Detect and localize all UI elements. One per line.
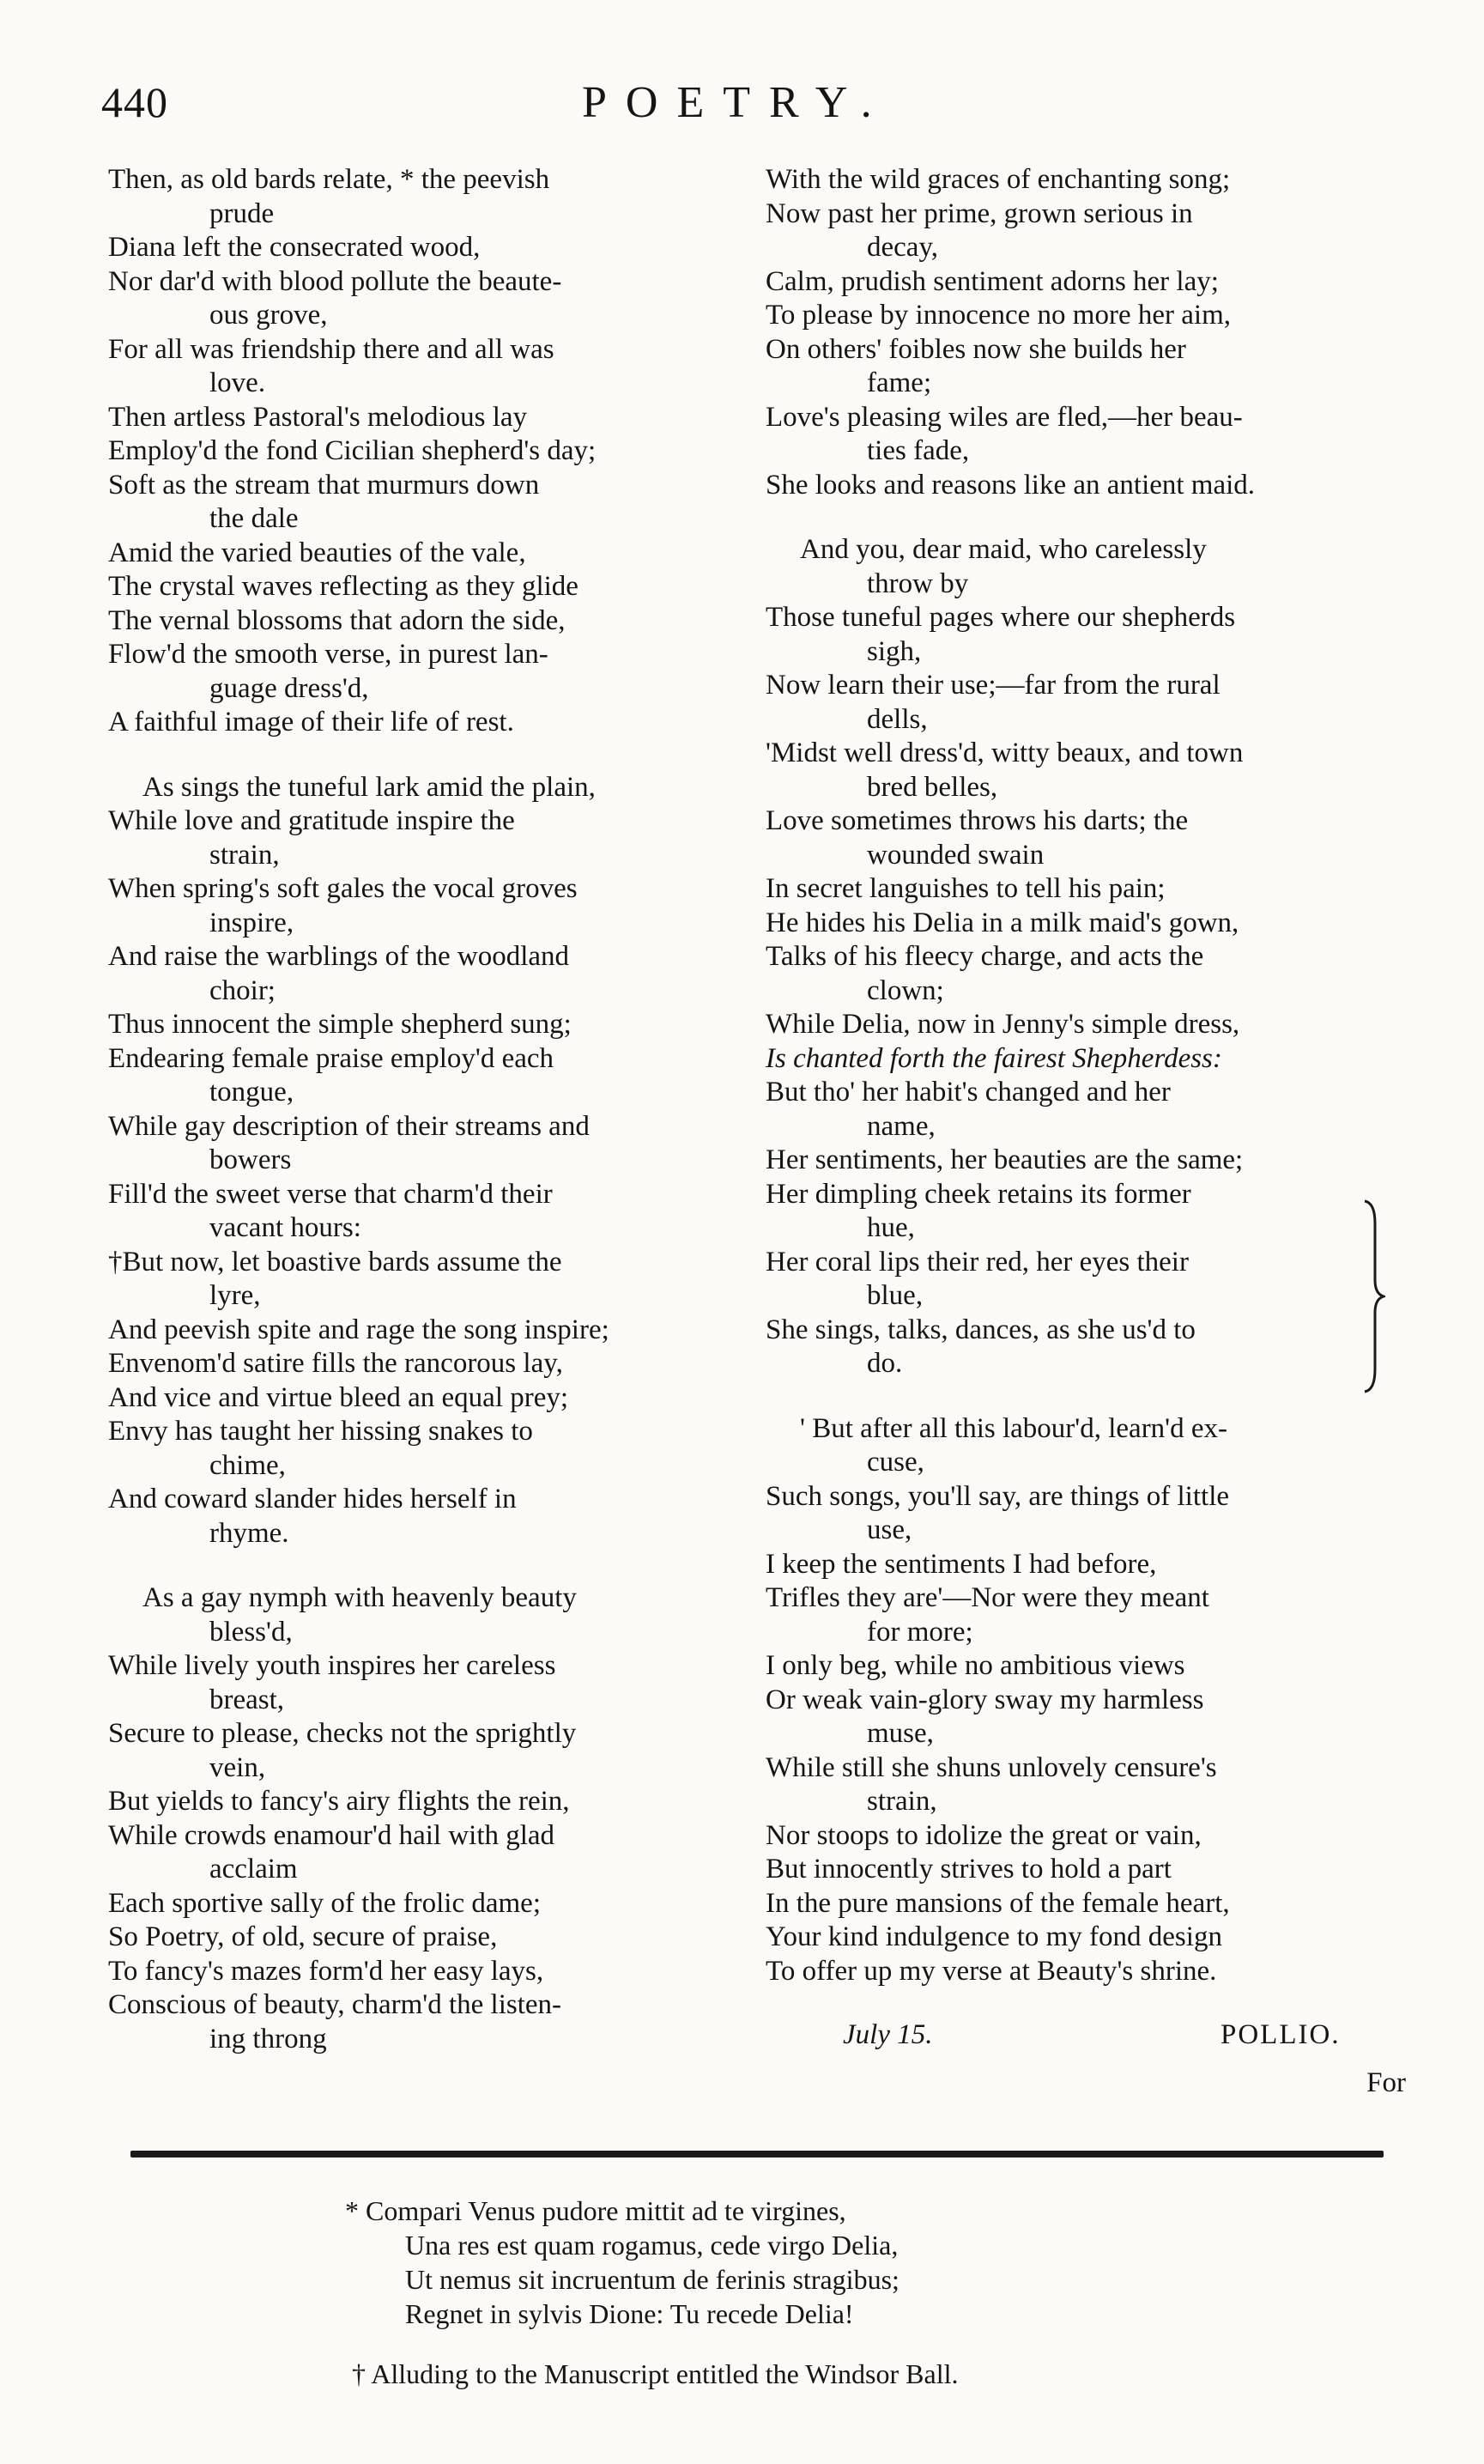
verse-line: love. bbox=[209, 367, 266, 398]
verse-line: muse, bbox=[867, 1718, 934, 1749]
footnote-latin-line: Ut nemus sit incruentum de ferinis stragibus; bbox=[405, 2264, 899, 2295]
verse-line: rhyme. bbox=[209, 1517, 289, 1549]
verse-line: But tho' her habit's changed and her bbox=[766, 1077, 1171, 1108]
verse-line: But yields to fancy's airy flights the rein, bbox=[108, 1786, 570, 1817]
verse-line: The crystal waves reflecting as they glide bbox=[108, 571, 578, 602]
verse-line: acclaim bbox=[209, 1854, 298, 1884]
verse-line: On others' foibles now she builds her bbox=[766, 333, 1186, 365]
verse-line: chime, bbox=[209, 1449, 286, 1481]
verse-line: Now past her prime, grown serious in bbox=[766, 197, 1193, 229]
verse-line: Her dimpling cheek retains its former bbox=[766, 1178, 1191, 1210]
verse-line: Calm, prudish sentiment adorns her lay; bbox=[766, 265, 1219, 297]
verse-line: blue, bbox=[867, 1280, 924, 1311]
verse-line: bowers bbox=[209, 1144, 292, 1175]
right-column-poem bbox=[766, 163, 1418, 1988]
verse-line: breast, bbox=[209, 1684, 285, 1715]
verse-line: Is chanted forth the fairest Shepherdess: bbox=[766, 1042, 1222, 1074]
verse-line: When spring's soft gales the vocal groves bbox=[108, 873, 578, 904]
verse-line: throw by bbox=[867, 567, 969, 599]
verse-line: I only beg, while no ambitious views bbox=[766, 1650, 1185, 1681]
signature-date: July 15. bbox=[843, 2019, 933, 2050]
verse-line: In secret languishes to tell his pain; bbox=[766, 873, 1166, 904]
verse-line: name, bbox=[867, 1110, 936, 1142]
verse-line: lyre, bbox=[209, 1280, 261, 1311]
verse-line: And peevish spite and rage the song inspire; bbox=[108, 1314, 609, 1345]
verse-line: While gay description of their streams and bbox=[108, 1110, 590, 1142]
verse-line: Endearing female praise employ'd each bbox=[108, 1042, 554, 1074]
verse-line: Diana left the consecrated wood, bbox=[108, 232, 481, 263]
verse-line: He hides his Delia in a milk maid's gown, bbox=[766, 907, 1239, 938]
verse-line: A faithful image of their life of rest. bbox=[108, 707, 514, 737]
verse-line: wounded swain bbox=[867, 839, 1045, 871]
verse-line: bred belles, bbox=[867, 771, 998, 803]
verse-line: Love sometimes throws his darts; the bbox=[766, 805, 1189, 836]
footnote-latin-line: Regnet in sylvis Dione: Tu recede Delia! bbox=[405, 2298, 854, 2329]
verse-line: The vernal blossoms that adorn the side, bbox=[108, 604, 566, 636]
verse-line: She sings, talks, dances, as she us'd to bbox=[766, 1314, 1196, 1345]
footnotes bbox=[345, 2194, 1390, 2391]
verse-line: ' But after all this labour'd, learn'd ex- bbox=[800, 1412, 1228, 1444]
verse-line: use, bbox=[867, 1514, 912, 1545]
verse-line: vacant hours: bbox=[209, 1212, 361, 1243]
verse-line: As a gay nymph with heavenly beauty bbox=[142, 1582, 577, 1613]
verse-line: cuse, bbox=[867, 1447, 924, 1478]
verse-line: Her sentiments, her beauties are the same; bbox=[766, 1144, 1244, 1175]
verse-line: Flow'd the smooth verse, in purest lan- bbox=[108, 639, 548, 670]
verse-line: bless'd, bbox=[209, 1616, 293, 1648]
verse-line: Trifles they are'—Nor were they meant bbox=[766, 1582, 1209, 1613]
verse-line: ous grove, bbox=[209, 300, 328, 331]
verse-line: guage dress'd, bbox=[209, 672, 369, 704]
verse-line: So Poetry, of old, secure of praise, bbox=[108, 1921, 498, 1952]
verse-line: fame; bbox=[867, 367, 932, 398]
verse-line: To fancy's mazes form'd her easy lays, bbox=[108, 1955, 544, 1987]
verse-line: Employ'd the fond Cicilian shepherd's day; bbox=[108, 435, 597, 466]
verse-line: While Delia, now in Jenny's simple dress, bbox=[766, 1009, 1240, 1040]
stanza bbox=[108, 1581, 760, 2056]
verse-line: Each sportive sally of the frolic dame; bbox=[108, 1887, 541, 1919]
verse-line: Envy has taught her hissing snakes to bbox=[108, 1416, 533, 1447]
verse-line: the dale bbox=[209, 503, 299, 534]
verse-line: While lively youth inspires her careless bbox=[108, 1650, 556, 1681]
verse-line: In the pure mansions of the female heart, bbox=[766, 1887, 1230, 1919]
verse-line: 'Midst well dress'd, witty beaux, and town bbox=[766, 737, 1244, 768]
verse-line: hue, bbox=[867, 1212, 915, 1243]
stanza bbox=[766, 163, 1418, 502]
verse-line: inspire, bbox=[209, 907, 294, 938]
verse-line: To please by innocence no more her aim, bbox=[766, 300, 1231, 331]
right-column bbox=[766, 163, 1418, 2099]
verse-line: Thus innocent the simple shepherd sung; bbox=[108, 1009, 572, 1040]
verse-line: Those tuneful pages where our shepherds bbox=[766, 602, 1236, 633]
page-number: 440 bbox=[101, 78, 168, 126]
verse-line: ing throng bbox=[209, 2023, 327, 2054]
verse-line: do. bbox=[867, 1348, 903, 1379]
verse-line: But innocently strives to hold a part bbox=[766, 1854, 1172, 1884]
verse-line: Fill'd the sweet verse that charm'd their bbox=[108, 1178, 553, 1210]
footnote-latin-line: * Compari Venus pudore mittit ad te virgines, bbox=[345, 2195, 846, 2226]
footnote-rule bbox=[130, 2151, 1384, 2158]
left-column bbox=[108, 163, 760, 2087]
verse-line: dells, bbox=[867, 703, 928, 735]
verse-line: Conscious of beauty, charm'd the listen- bbox=[108, 1989, 562, 2020]
verse-line: And raise the warblings of the woodland bbox=[108, 941, 570, 972]
verse-line: Amid the varied beauties of the vale, bbox=[108, 537, 526, 568]
verse-line: And you, dear maid, who carelessly bbox=[800, 534, 1207, 565]
verse-line: Talks of his fleecy charge, and acts the bbox=[766, 941, 1204, 972]
verse-line: For all was friendship there and all was bbox=[108, 333, 554, 365]
verse-line: Or weak vain-glory sway my harmless bbox=[766, 1684, 1204, 1715]
verse-line: While crowds enamour'd hail with glad bbox=[108, 1819, 555, 1851]
verse-line: sigh, bbox=[867, 635, 922, 667]
verse-line: tongue, bbox=[209, 1077, 294, 1108]
verse-line: Nor dar'd with blood pollute the beaute- bbox=[108, 265, 562, 297]
verse-line: While still she shuns unlovely censure's bbox=[766, 1751, 1217, 1783]
verse-line: Her coral lips their red, her eyes their bbox=[766, 1246, 1189, 1278]
verse-line: Your kind indulgence to my fond design bbox=[766, 1921, 1222, 1952]
verse-line: strain, bbox=[867, 1786, 937, 1817]
verse-line: Such songs, you'll say, are things of little bbox=[766, 1480, 1230, 1512]
verse-line: for more; bbox=[867, 1616, 973, 1648]
verse-line: vein, bbox=[209, 1751, 266, 1783]
verse-line: Secure to please, checks not the sprightly bbox=[108, 1718, 577, 1749]
verse-line: As sings the tuneful lark amid the plain, bbox=[142, 771, 596, 803]
verse-line: I keep the sentiments I had before, bbox=[766, 1548, 1157, 1580]
stanza bbox=[108, 771, 760, 1551]
verse-line: choir; bbox=[209, 974, 276, 1006]
verse-line: Nor stoops to idolize the great or vain, bbox=[766, 1819, 1202, 1851]
running-title: POETRY. bbox=[582, 78, 891, 127]
verse-line: And vice and virtue bleed an equal prey; bbox=[108, 1381, 569, 1413]
page-header bbox=[101, 77, 1406, 146]
stanza bbox=[766, 1412, 1418, 1989]
signature-line bbox=[766, 2019, 1418, 2060]
verse-line: clown; bbox=[867, 974, 944, 1006]
verse-line: While love and gratitude inspire the bbox=[108, 805, 515, 836]
footnote-dagger-note: † Alluding to the Manuscript entitled the Windsor Ball. bbox=[352, 2358, 959, 2389]
verse-line: To offer up my verse at Beauty's shrine. bbox=[766, 1955, 1217, 1987]
verse-line: Envenom'd satire fills the rancorous lay, bbox=[108, 1348, 563, 1379]
verse-line: She looks and reasons like an antient maid. bbox=[766, 469, 1256, 501]
verse-line: strain, bbox=[209, 839, 280, 871]
verse-line: decay, bbox=[867, 232, 939, 263]
stanza bbox=[766, 533, 1418, 1381]
verse-line: Then artless Pastoral's melodious lay bbox=[108, 401, 528, 433]
verse-line: Love's pleasing wiles are fled,—her beau- bbox=[766, 401, 1243, 433]
verse-line: Then, as old bards relate, * the peevish bbox=[108, 164, 550, 195]
verse-line: Soft as the stream that murmurs down bbox=[108, 469, 540, 501]
verse-line: And coward slander hides herself in bbox=[108, 1484, 517, 1514]
verse-line: With the wild graces of enchanting song; bbox=[766, 164, 1231, 195]
footnote-latin-line: Una res est quam rogamus, cede virgo Delia, bbox=[405, 2230, 899, 2261]
right-brace-icon bbox=[1363, 1198, 1385, 1395]
verse-line: †But now, let boastive bards assume the bbox=[108, 1246, 562, 1278]
signature-name: POLLIO. bbox=[1221, 2019, 1341, 2050]
verse-line: ties fade, bbox=[867, 435, 970, 466]
stanza bbox=[108, 163, 760, 740]
verse-line: prude bbox=[209, 197, 275, 229]
verse-line: Now learn their use;—far from the rural bbox=[766, 670, 1221, 701]
catchword: For bbox=[1366, 2067, 1406, 2098]
